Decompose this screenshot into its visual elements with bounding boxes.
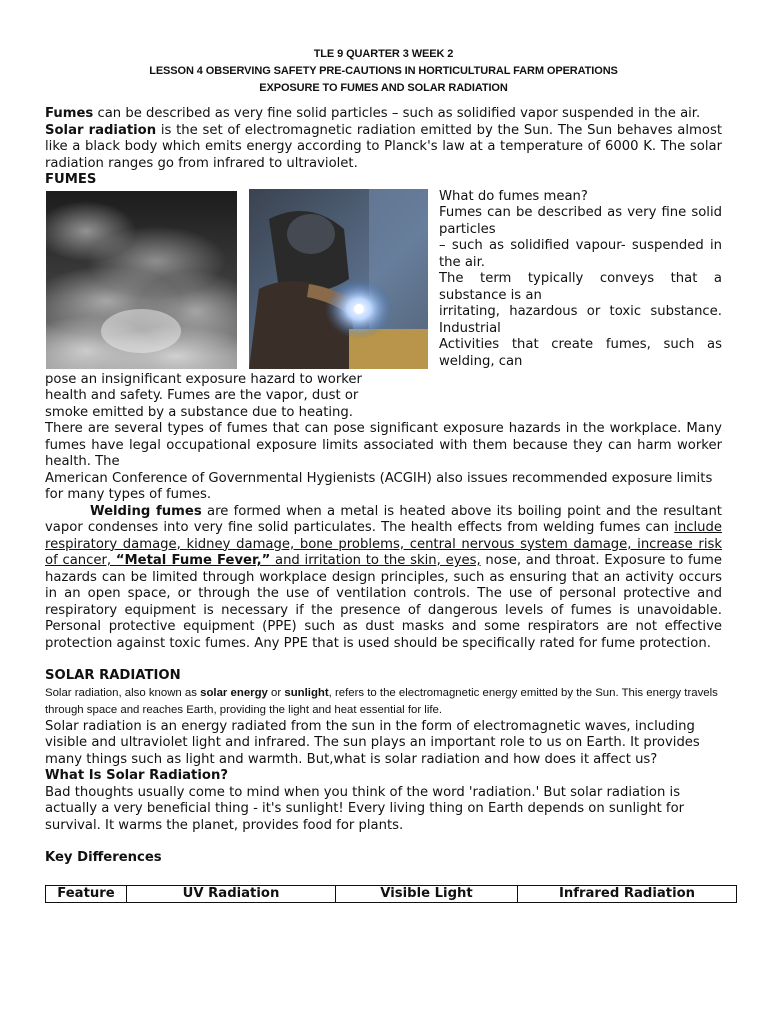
solar-heading: SOLAR RADIATION (45, 668, 181, 683)
key-differences-table (45, 885, 737, 903)
solar-term: Solar radiation (45, 122, 157, 138)
welding-text-b: nose, and throat. Exposure to fume hazards can be limited through workplace design principles, such as ensuring that an activity occurs in an open space, or through the use of ventilation controls. The use of personal protective and respiratory equipment is necessary if the presence of dangerous levels of fumes is unavoidable. Personal protective equipment (PPE) such as dust masks and some respirators are not effective protection against toxic fumes. Any PPE that is used should be specifically rated for fume protection. (45, 553, 722, 651)
header-lesson-line: LESSON 4 OBSERVING SAFETY PRE-CAUTIONS IN HORTICULTURAL FARM OPERATIONS (149, 65, 618, 77)
continued-line-3: smoke emitted by a substance due to heating. (45, 404, 353, 420)
solar-small-paragraph (45, 685, 722, 719)
side-line-3: – such as solidified vapour- suspended in the air. (439, 238, 722, 270)
fumes-figure-row (45, 189, 722, 372)
solar-answer: Bad thoughts usually come to mind when you think of the word 'radiation.' But solar radiation is actually a very beneficial thing - it's sunlight! Every living thing on Earth depends on sunlight for survival. It warms the planet, provides food for plants. (45, 784, 685, 833)
document-header (45, 46, 722, 97)
solar-definition (45, 123, 722, 173)
solar-energy-term: solar energy (200, 686, 268, 699)
fumes-heading: FUMES (45, 172, 97, 187)
welding-photo (249, 189, 428, 369)
solar-def-text: is the set of electromagnetic radiation emitted by the Sun. The Sun behaves almost like a black body which emits energy according to Planck's law at a temperature of 6000 K. The solar radiation ranges go from infrared to ultraviolet. (45, 122, 722, 171)
solar-small-or: or (267, 686, 285, 699)
header-course-line: TLE 9 QUARTER 3 WEEK 2 (313, 48, 454, 60)
col-visible: Visible Light (336, 885, 518, 902)
key-differences-heading: Key Differences (45, 850, 162, 865)
fumes-side-text (439, 189, 722, 371)
side-line-4: The term typically conveys that a substance is an (439, 271, 722, 303)
continued-line-1: pose an insignificant exposure hazard to worker (45, 371, 362, 387)
welding-irritation-underlined: and irritation to the skin, eyes, (270, 553, 481, 568)
solar-small-a: Solar radiation, also known as (45, 686, 201, 699)
document-page (45, 46, 722, 903)
fumes-def-text: can be described as very fine solid particles – such as solidified vapor suspended in the air. (93, 106, 701, 121)
solar-paragraph: Solar radiation is an energy radiated from the sun in the form of electromagnetic waves, including visible and ultraviolet light and infrared. The sun plays an important role to us on Earth. It provides many things such as light and warmth. But,what is solar radiation and how does it affect us? (45, 718, 700, 767)
continued-line-2: health and safety. Fumes are the vapor, dust or (45, 388, 359, 403)
fumes-types-paragraph: There are several types of fumes that can pose significant exposure hazards in the workplace. Many fumes have legal occupational exposure limits associated with them because they can harm worker health. The (45, 421, 722, 469)
fumes-continued (45, 372, 385, 422)
side-line-5: irritating, hazardous or toxic substance. Industrial (439, 304, 722, 336)
acgih-paragraph: American Conference of Governmental Hygienists (ACGIH) also issues recommended exposure limits for many types of fumes. (45, 470, 713, 502)
side-line-2: Fumes can be described as very fine solid particles (439, 205, 722, 237)
welding-term: Welding fumes (90, 503, 202, 519)
col-uv: UV Radiation (127, 885, 336, 902)
smoke-photo (46, 191, 237, 369)
fumes-term: Fumes (45, 106, 94, 121)
metal-fume-fever: “Metal Fume Fever,” (115, 553, 271, 568)
solar-question: What Is Solar Radiation? (45, 768, 228, 783)
fumes-definition (45, 106, 722, 123)
welding-effects-underlined: include respiratory damage, kidney damage, bone problems, central nervous system damage, increase risk of cancer, (45, 520, 722, 568)
welding-text-a: are formed when a metal is heated above its boiling point and the resultant vapor condenses into very fine solid particulates. The health effects from welding fumes can (45, 503, 722, 535)
side-line-1: What do fumes mean? (439, 188, 588, 204)
sunlight-term: sunlight (284, 686, 329, 699)
side-line-6: Activities that create fumes, such as welding, can (439, 337, 722, 369)
header-topic-line: EXPOSURE TO FUMES AND SOLAR RADIATION (259, 82, 508, 94)
welding-paragraph (45, 504, 722, 653)
table-header-row (46, 885, 737, 902)
col-feature: Feature (46, 885, 127, 902)
solar-small-c: , refers to the electromagnetic energy emitted by the Sun. This energy travels through space and reaches Earth, providing the light and heat essential for life. (45, 686, 718, 716)
col-infrared: Infrared Radiation (518, 885, 737, 902)
